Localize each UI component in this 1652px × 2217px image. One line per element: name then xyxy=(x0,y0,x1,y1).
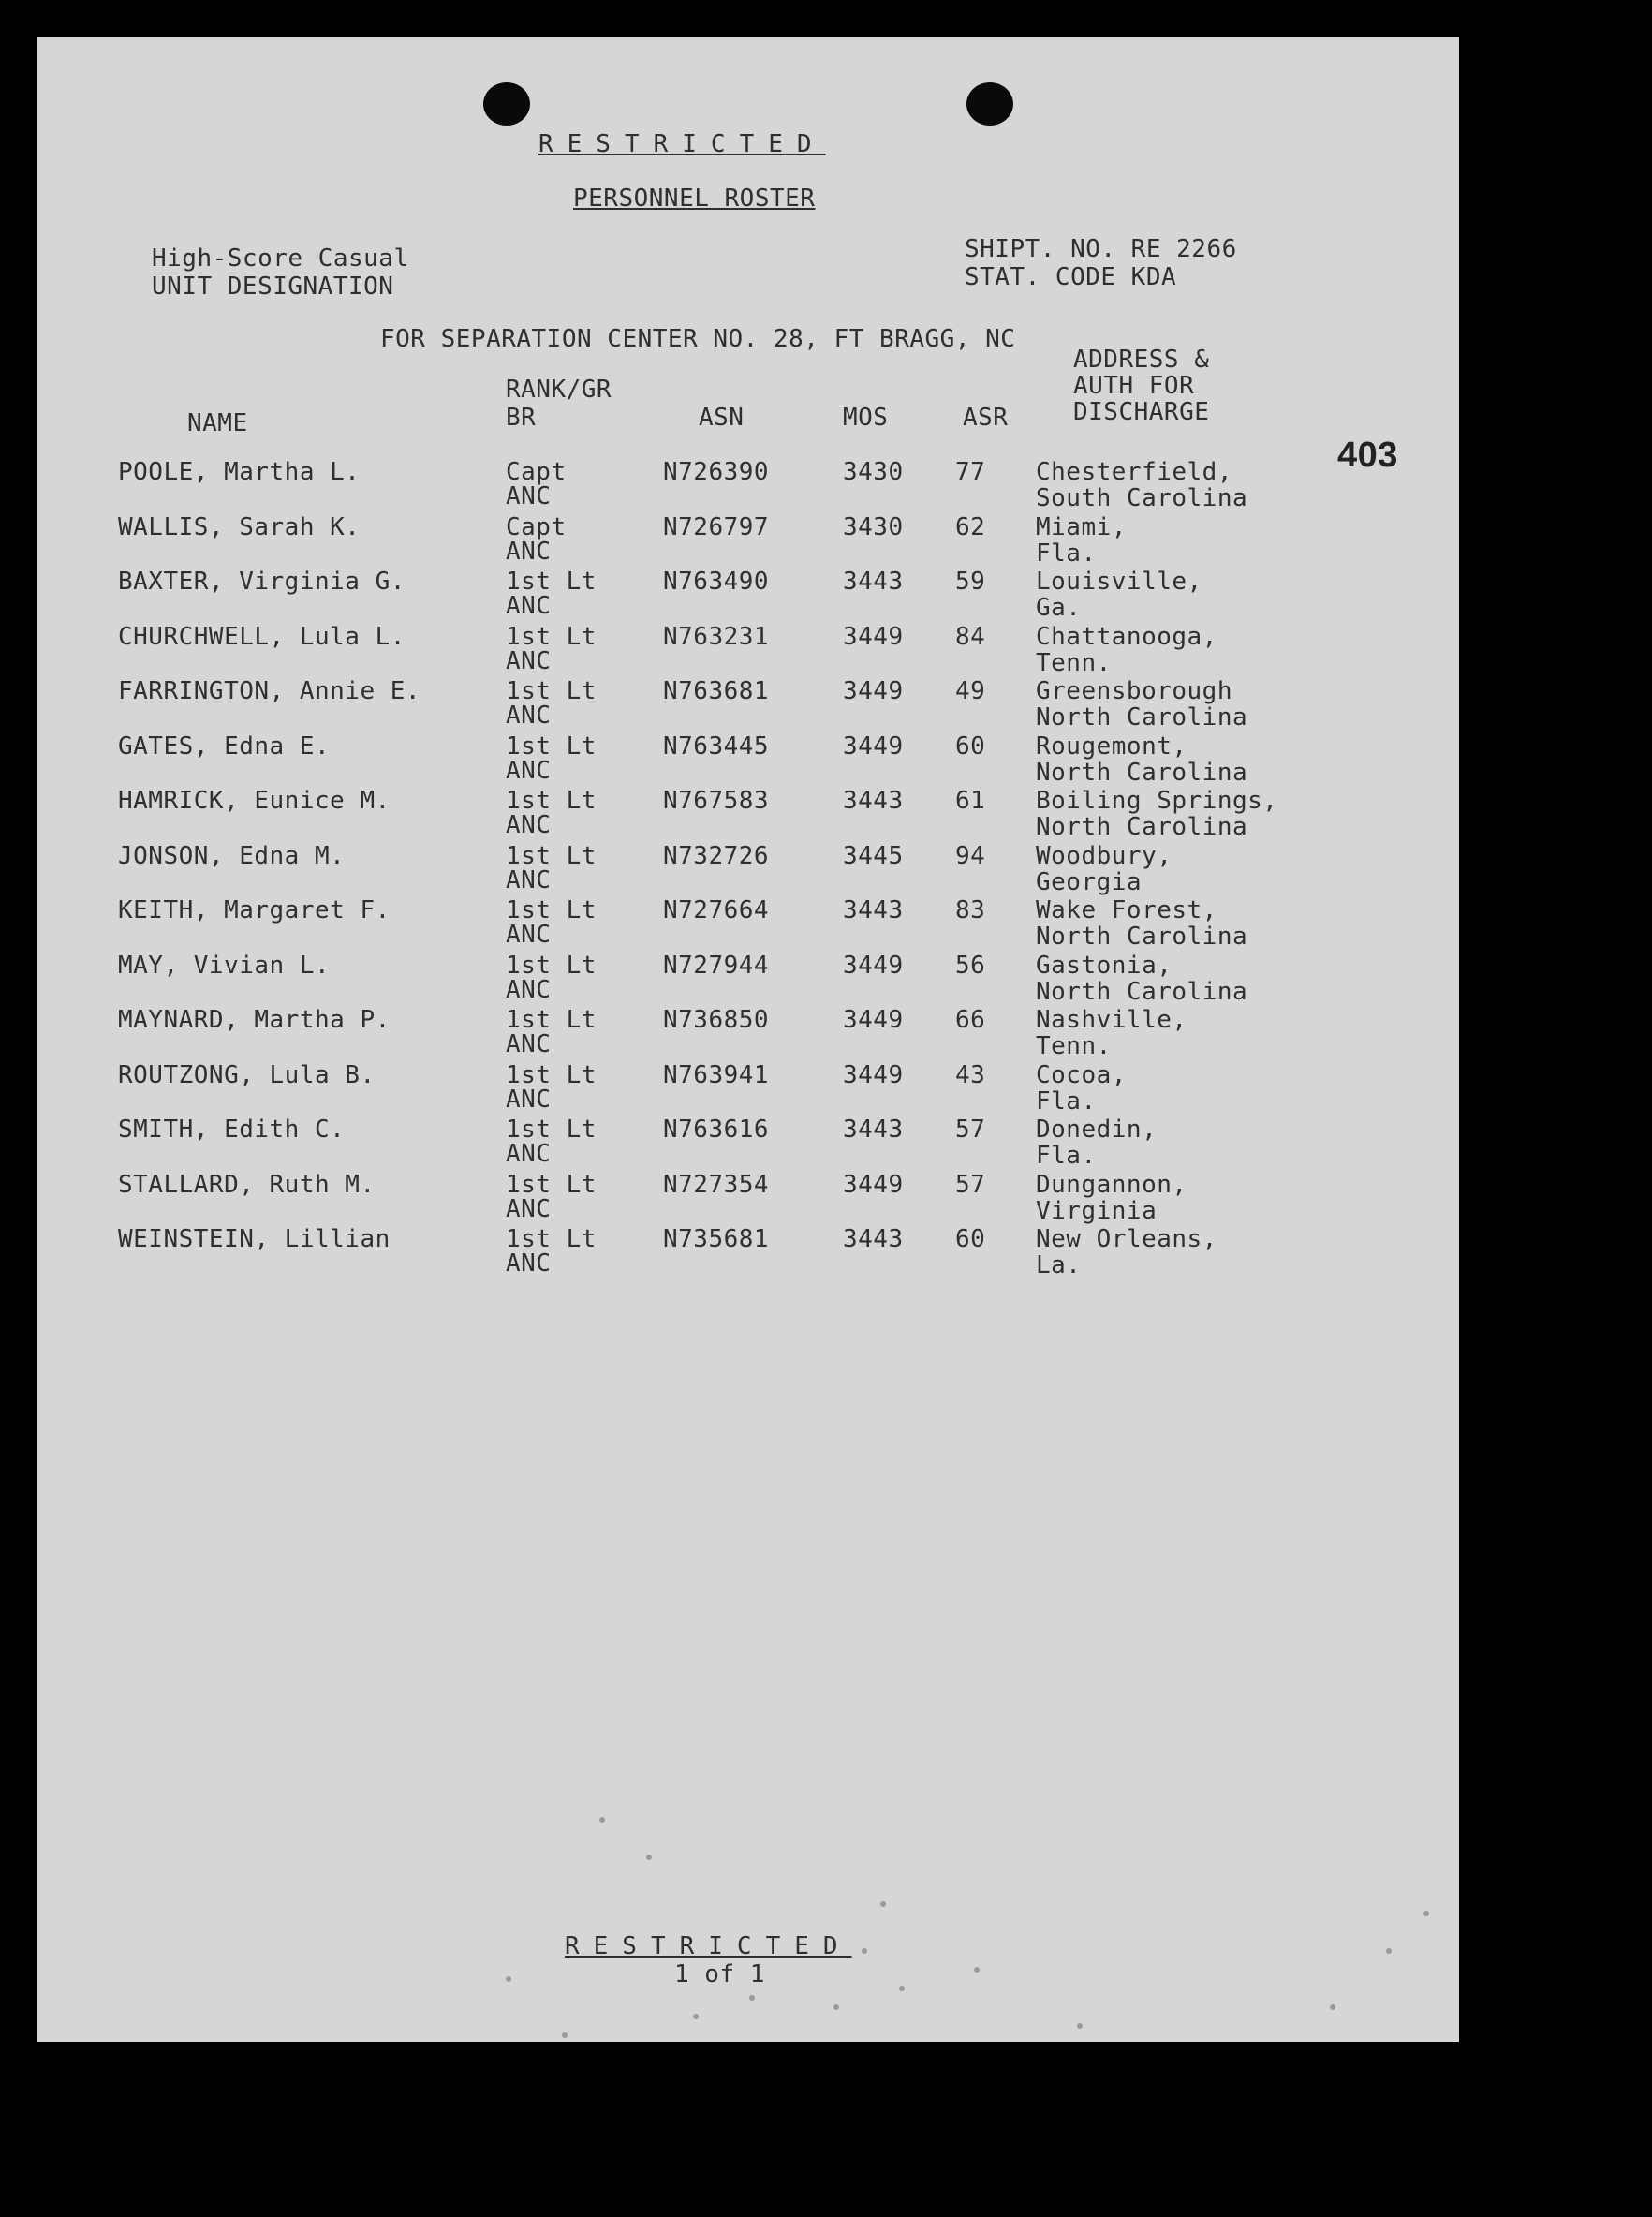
mos-header: MOS xyxy=(843,404,889,432)
punch-hole-right xyxy=(966,82,1013,126)
cell-rank: 1st Lt xyxy=(506,568,597,596)
cell-asn: N726797 xyxy=(663,512,770,541)
unit-designation-line2: UNIT DESIGNATION xyxy=(152,273,394,301)
paper-speck xyxy=(693,2014,699,2019)
cell-address-line2: Georgia xyxy=(1036,867,1143,896)
cell-address-line2: North Carolina xyxy=(1036,813,1248,841)
cell-name: ROUTZONG, Lula B. xyxy=(118,1060,376,1089)
cell-asn: N727944 xyxy=(663,951,770,980)
restricted-footer: RESTRICTED xyxy=(565,1932,852,1960)
cell-asr: 66 xyxy=(955,1006,986,1034)
paper-speck xyxy=(974,1967,980,1973)
cell-address-line2: North Carolina xyxy=(1036,923,1248,951)
paper-speck xyxy=(1330,2004,1335,2010)
cell-branch: ANC xyxy=(506,1249,552,1278)
cell-asn: N732726 xyxy=(663,841,770,870)
cell-asn: N763445 xyxy=(663,732,770,761)
cell-branch: ANC xyxy=(506,865,552,894)
cell-asn: N763490 xyxy=(663,568,770,596)
cell-rank: 1st Lt xyxy=(506,1116,597,1144)
table-row xyxy=(37,1007,1459,1061)
paper-speck xyxy=(1077,2023,1083,2029)
cell-address-line2: Ga. xyxy=(1036,594,1082,622)
name-header: NAME xyxy=(187,409,248,437)
cell-branch: ANC xyxy=(506,1085,552,1114)
table-row xyxy=(37,459,1459,513)
roster-sheet xyxy=(37,37,1459,2042)
table-row xyxy=(37,678,1459,732)
cell-name: GATES, Edna E. xyxy=(118,732,331,761)
cell-name: HAMRICK, Eunice M. xyxy=(118,787,391,815)
cell-mos: 3443 xyxy=(843,787,904,815)
cell-address-line2: Fla. xyxy=(1036,1086,1097,1116)
cell-asr: 49 xyxy=(955,677,986,705)
cell-branch: ANC xyxy=(506,537,552,566)
table-row xyxy=(37,733,1459,788)
cell-name: WEINSTEIN, Lillian xyxy=(118,1225,391,1253)
cell-address-line2: North Carolina xyxy=(1036,977,1248,1006)
cell-rank: 1st Lt xyxy=(506,1170,597,1199)
cell-asr: 59 xyxy=(955,568,986,596)
cell-mos: 3430 xyxy=(843,458,904,486)
unit-designation-line1: High-Score Casual xyxy=(152,244,409,273)
cell-mos: 3449 xyxy=(843,677,904,705)
paper-speck xyxy=(749,1995,755,2001)
cell-branch: ANC xyxy=(506,811,552,839)
paper-speck xyxy=(880,1901,886,1907)
paper-speck xyxy=(862,1948,867,1954)
cell-branch: ANC xyxy=(506,482,552,510)
cell-mos: 3449 xyxy=(843,1170,904,1199)
cell-address-line1: Nashville, xyxy=(1036,1006,1187,1034)
cell-asr: 60 xyxy=(955,1225,986,1253)
cell-address-line1: Miami, xyxy=(1036,512,1127,541)
table-row xyxy=(37,569,1459,623)
cell-rank: 1st Lt xyxy=(506,951,597,980)
cell-address-line1: Greensborough xyxy=(1036,677,1232,705)
cell-asn: N763616 xyxy=(663,1116,770,1144)
cell-branch: ANC xyxy=(506,1140,552,1168)
table-row xyxy=(37,1226,1459,1280)
cell-address-line2: La. xyxy=(1036,1251,1082,1279)
cell-mos: 3449 xyxy=(843,1006,904,1034)
cell-branch: ANC xyxy=(506,702,552,730)
cell-asr: 62 xyxy=(955,512,986,541)
cell-mos: 3443 xyxy=(843,1225,904,1253)
cell-branch: ANC xyxy=(506,1030,552,1058)
paper-speck xyxy=(562,2032,568,2038)
cell-asr: 84 xyxy=(955,622,986,651)
cell-address-line1: Wake Forest, xyxy=(1036,896,1217,924)
paper-speck xyxy=(1423,1911,1429,1916)
page-of-count: 1 of 1 xyxy=(674,1960,765,1988)
cell-address-line2: Virginia xyxy=(1036,1196,1158,1225)
cell-name: CHURCHWELL, Lula L. xyxy=(118,622,406,651)
table-row xyxy=(37,843,1459,897)
cell-rank: 1st Lt xyxy=(506,1060,597,1089)
cell-asn: N727354 xyxy=(663,1170,770,1199)
punch-hole-left xyxy=(483,82,530,126)
cell-asr: 77 xyxy=(955,458,986,486)
cell-mos: 3430 xyxy=(843,512,904,541)
cell-branch: ANC xyxy=(506,921,552,949)
cell-address-line1: New Orleans, xyxy=(1036,1225,1217,1253)
cell-address-line1: Donedin, xyxy=(1036,1116,1158,1144)
address-header-line1: ADDRESS & xyxy=(1073,346,1210,374)
asn-header: ASN xyxy=(699,404,745,432)
cell-branch: ANC xyxy=(506,592,552,620)
cell-branch: ANC xyxy=(506,646,552,675)
cell-asn: N763231 xyxy=(663,622,770,651)
table-row xyxy=(37,1172,1459,1226)
cell-mos: 3449 xyxy=(843,622,904,651)
cell-mos: 3443 xyxy=(843,568,904,596)
cell-branch: ANC xyxy=(506,975,552,1004)
cell-rank: 1st Lt xyxy=(506,841,597,870)
cell-name: FARRINGTON, Annie E. xyxy=(118,677,421,705)
cell-asr: 94 xyxy=(955,841,986,870)
rank-header-line2: BR xyxy=(506,404,537,432)
paper-speck xyxy=(506,1976,511,1982)
cell-address-line1: Cocoa, xyxy=(1036,1060,1127,1089)
cell-asr: 60 xyxy=(955,732,986,761)
cell-branch: ANC xyxy=(506,756,552,785)
table-row xyxy=(37,788,1459,842)
shipment-number: SHIPT. NO. RE 2266 xyxy=(965,235,1237,263)
cell-asn: N727664 xyxy=(663,896,770,924)
page-number: 403 xyxy=(1337,436,1398,475)
rank-header-line1: RANK/GR xyxy=(506,376,612,404)
cell-address-line1: Dungannon, xyxy=(1036,1170,1187,1199)
cell-address-line2: Fla. xyxy=(1036,1142,1097,1170)
paper-speck xyxy=(833,2004,839,2010)
cell-address-line2: Tenn. xyxy=(1036,648,1112,677)
cell-rank: 1st Lt xyxy=(506,896,597,924)
cell-name: KEITH, Margaret F. xyxy=(118,896,391,924)
cell-mos: 3449 xyxy=(843,951,904,980)
cell-name: STALLARD, Ruth M. xyxy=(118,1170,376,1199)
cell-asn: N735681 xyxy=(663,1225,770,1253)
cell-address-line2: South Carolina xyxy=(1036,484,1248,512)
cell-asn: N767583 xyxy=(663,787,770,815)
cell-name: MAY, Vivian L. xyxy=(118,951,331,980)
address-header-line3: DISCHARGE xyxy=(1073,398,1210,426)
address-header-line2: AUTH FOR xyxy=(1073,372,1195,400)
cell-name: MAYNARD, Martha P. xyxy=(118,1006,391,1034)
cell-asr: 61 xyxy=(955,787,986,815)
cell-asr: 57 xyxy=(955,1116,986,1144)
table-row xyxy=(37,1116,1459,1171)
cell-asr: 83 xyxy=(955,896,986,924)
cell-address-line2: North Carolina xyxy=(1036,758,1248,787)
cell-address-line1: Louisville, xyxy=(1036,568,1202,596)
cell-branch: ANC xyxy=(506,1194,552,1223)
cell-address-line2: Fla. xyxy=(1036,539,1097,568)
cell-name: SMITH, Edith C. xyxy=(118,1116,346,1144)
cell-rank: 1st Lt xyxy=(506,787,597,815)
cell-mos: 3445 xyxy=(843,841,904,870)
table-row xyxy=(37,1062,1459,1116)
cell-address-line1: Rougemont, xyxy=(1036,732,1187,761)
cell-asn: N726390 xyxy=(663,458,770,486)
cell-rank: Capt xyxy=(506,512,567,541)
cell-mos: 3443 xyxy=(843,896,904,924)
cell-rank: 1st Lt xyxy=(506,1225,597,1253)
table-row xyxy=(37,624,1459,678)
cell-rank: 1st Lt xyxy=(506,732,597,761)
cell-name: WALLIS, Sarah K. xyxy=(118,512,361,541)
cell-address-line2: Tenn. xyxy=(1036,1032,1112,1060)
cell-address-line1: Chattanooga, xyxy=(1036,622,1217,651)
cell-rank: Capt xyxy=(506,458,567,486)
roster-title: PERSONNEL ROSTER xyxy=(573,185,816,213)
cell-name: BAXTER, Virginia G. xyxy=(118,568,406,596)
cell-asr: 56 xyxy=(955,951,986,980)
cell-asn: N763941 xyxy=(663,1060,770,1089)
paper-speck xyxy=(899,1986,905,1991)
table-row xyxy=(37,897,1459,952)
table-row xyxy=(37,514,1459,569)
cell-name: JONSON, Edna M. xyxy=(118,841,346,870)
cell-asr: 43 xyxy=(955,1060,986,1089)
cell-address-line1: Chesterfield, xyxy=(1036,458,1232,486)
paper-speck xyxy=(599,1817,605,1823)
paper-speck xyxy=(646,1855,652,1860)
cell-rank: 1st Lt xyxy=(506,677,597,705)
cell-mos: 3449 xyxy=(843,1060,904,1089)
table-row xyxy=(37,953,1459,1007)
cell-rank: 1st Lt xyxy=(506,1006,597,1034)
station-code: STAT. CODE KDA xyxy=(965,263,1177,291)
cell-rank: 1st Lt xyxy=(506,622,597,651)
destination-line: FOR SEPARATION CENTER NO. 28, FT BRAGG, NC xyxy=(380,325,1016,353)
cell-mos: 3449 xyxy=(843,732,904,761)
cell-asn: N736850 xyxy=(663,1006,770,1034)
asr-header: ASR xyxy=(963,404,1009,432)
restricted-heading: RESTRICTED xyxy=(538,130,826,158)
cell-address-line1: Gastonia, xyxy=(1036,951,1173,980)
cell-mos: 3443 xyxy=(843,1116,904,1144)
cell-address-line2: North Carolina xyxy=(1036,703,1248,732)
cell-address-line1: Woodbury, xyxy=(1036,841,1173,870)
cell-asn: N763681 xyxy=(663,677,770,705)
cell-name: POOLE, Martha L. xyxy=(118,458,361,486)
cell-address-line1: Boiling Springs, xyxy=(1036,787,1278,815)
cell-asr: 57 xyxy=(955,1170,986,1199)
paper-speck xyxy=(1386,1948,1392,1954)
